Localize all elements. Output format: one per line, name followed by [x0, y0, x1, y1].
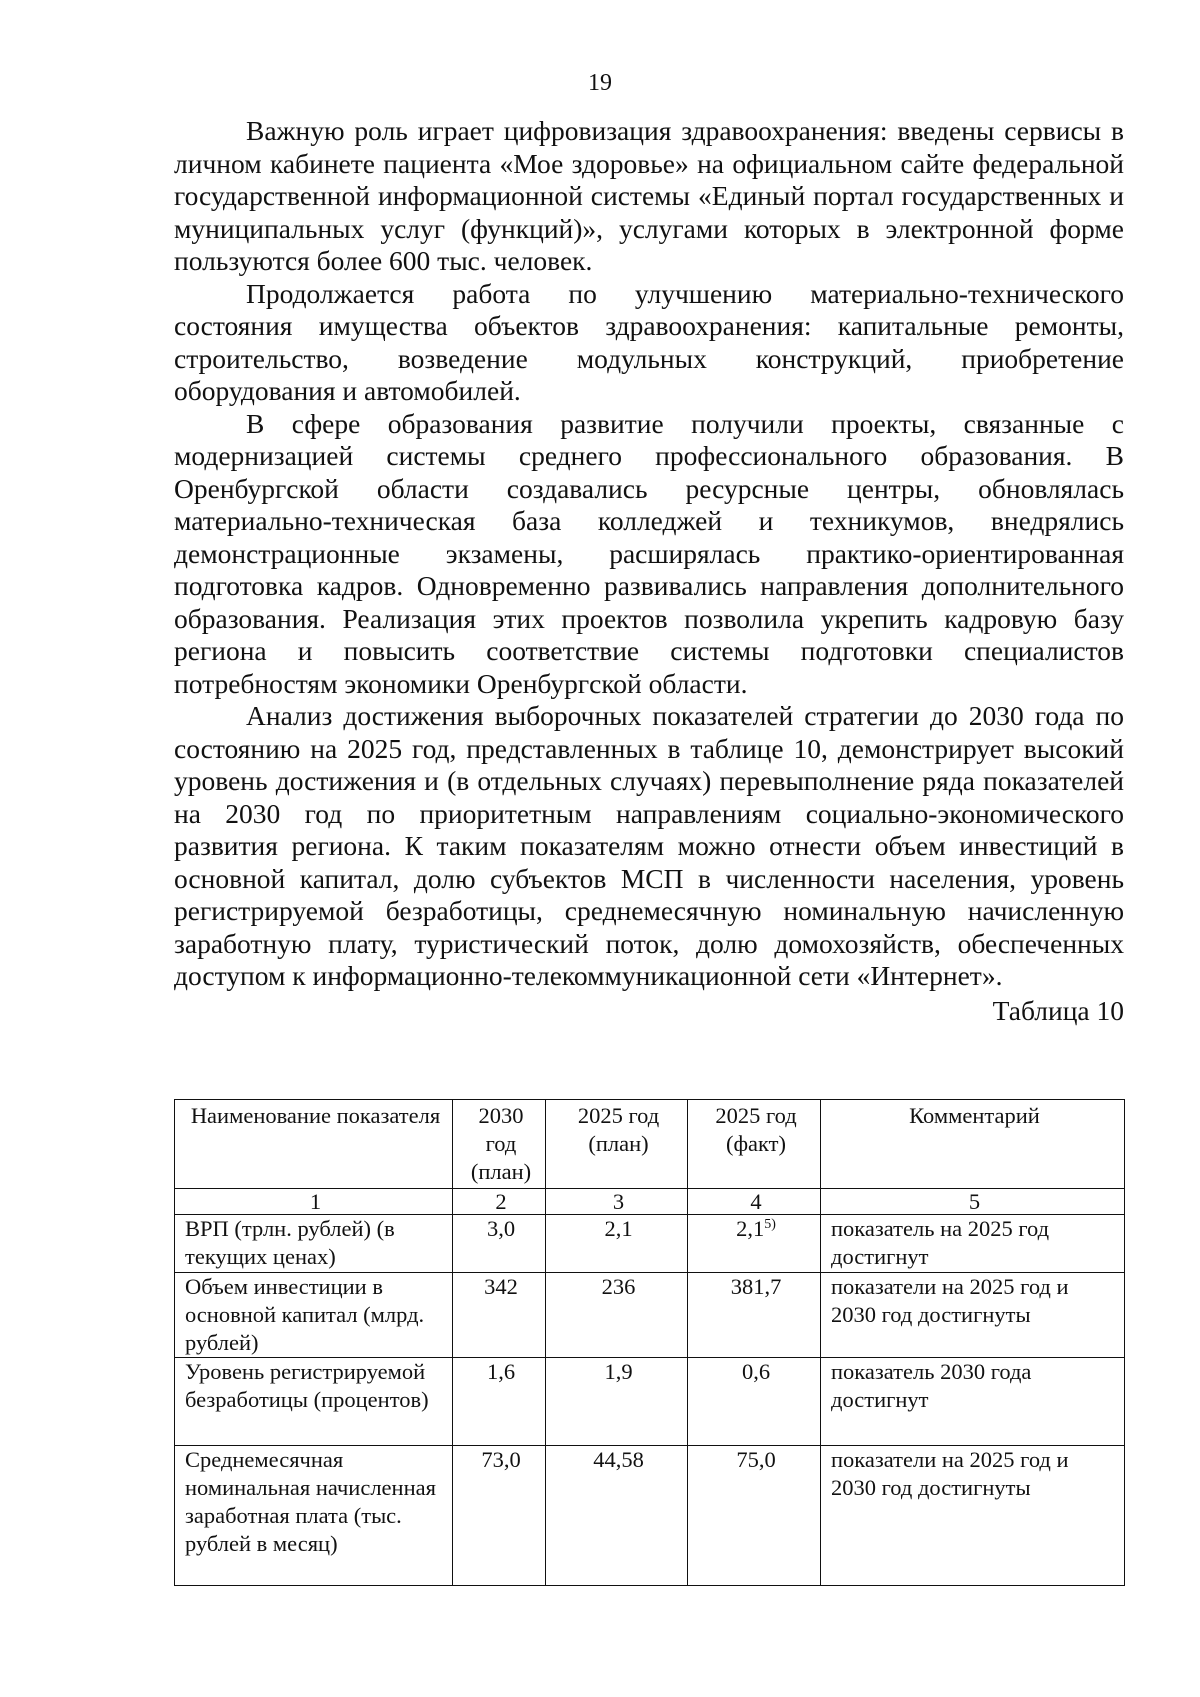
plan-2025-value: 44,58 [546, 1446, 688, 1586]
table-row [175, 1358, 1125, 1446]
indicator-name: Среднемесячная номинальная начисленная заработная плата (тыс. рублей в месяц) [175, 1446, 453, 1586]
table-row [175, 1273, 1125, 1358]
header-indicator-name: Наименование показателя [175, 1100, 453, 1189]
plan-2030-value: 342 [453, 1273, 546, 1358]
paragraph-education: В сфере образования развитие получили проекты, связанные с модернизацией системы среднего профессионального образования. В Оренбургской области создавались ресурсные центры, обновлялась материально-техническая база колледжей и техникумов, внедрялись демонстрационные экзамены, расширялась практико-ориентированная подготовка кадров. Одновременно развивались направления дополнительного образования. Реализация этих проектов позволила укрепить кадровую базу региона и повысить соответствие системы подготовки специалистов потребностям экономики Оренбургской области. [174, 407, 1124, 699]
comment-text: показатель на 2025 год достигнут [821, 1215, 1125, 1273]
paragraph-healthcare-infrastructure: Продолжается работа по улучшению материально-технического состояния имущества объектов здравоохранения: капитальные ремонты, строительство, возведение модульных конструкций, приобретение оборудования и автомобилей. [174, 277, 1124, 406]
plan-2030-value: 73,0 [453, 1446, 546, 1586]
indicator-name: Уровень регистрируемой безработицы (процентов) [175, 1358, 453, 1446]
indicator-name: ВРП (трлн. рублей) (в текущих ценах) [175, 1215, 453, 1273]
plan-2030-value: 3,0 [453, 1215, 546, 1273]
fact-2025-cell [688, 1215, 821, 1273]
page-number: 19 [588, 70, 612, 96]
fact-2025-value: 2,1 [736, 1216, 765, 1241]
indicator-name: Объем инвестиции в основной капитал (млрд. рублей) [175, 1273, 453, 1358]
indicators-table [174, 1099, 1125, 1586]
header-fact-2025: 2025 год (факт) [688, 1100, 821, 1189]
column-number: 2 [453, 1189, 546, 1215]
footnote-marker: 5) [764, 1217, 776, 1232]
comment-text: показатели на 2025 год и 2030 год достигнуты [821, 1446, 1125, 1586]
column-number: 1 [175, 1189, 453, 1215]
column-number: 4 [688, 1189, 821, 1215]
plan-2030-value: 1,6 [453, 1358, 546, 1446]
fact-2025-value: 75,0 [688, 1446, 821, 1586]
table-header-row [175, 1100, 1125, 1189]
comment-text: показатели на 2025 год и 2030 год достигнуты [821, 1273, 1125, 1358]
column-number-row [175, 1189, 1125, 1215]
plan-2025-value: 236 [546, 1273, 688, 1358]
fact-2025-value: 0,6 [688, 1358, 821, 1446]
fact-2025-value: 381,7 [688, 1273, 821, 1358]
document-body [174, 115, 1124, 1027]
table-caption: Таблица 10 [992, 994, 1124, 1026]
comment-text: показатель 2030 года достигнут [821, 1358, 1125, 1446]
table-row [175, 1446, 1125, 1586]
column-number: 3 [546, 1189, 688, 1215]
header-plan-2030: 2030 год (план) [453, 1100, 546, 1189]
plan-2025-value: 1,9 [546, 1358, 688, 1446]
header-plan-2025: 2025 год (план) [546, 1100, 688, 1189]
column-number: 5 [821, 1189, 1125, 1215]
table-row [175, 1215, 1125, 1273]
paragraph-digital-healthcare: Важную роль играет цифровизация здравоохранения: введены сервисы в личном кабинете пациента «Мое здоровье» на официальном сайте федеральной государственной информационной системы «Единый портал государственных и муниципальных услуг (функций)», услугами которых в электронной форме пользуются более 600 тыс. человек. [174, 115, 1124, 276]
paragraph-strategy-analysis: Анализ достижения выборочных показателей стратегии до 2030 года по состоянию на 2025 год, представленных в таблице 10, демонстрирует высокий уровень достижения и (в отдельных случаях) перевыполнение ряда показателей на 2030 год по приоритетным направлениям социально-экономического развития региона. К таким показателям можно отнести объем инвестиций в основной капитал, долю субъектов МСП в численности населения, уровень регистрируемой безработицы, среднемесячную номинальную начисленную заработную плату, туристический поток, долю домохозяйств, обеспеченных доступом к информационно-телекоммуникационной сети «Интернет». [174, 700, 1124, 991]
plan-2025-value: 2,1 [546, 1215, 688, 1273]
header-comment: Комментарий [821, 1100, 1125, 1189]
